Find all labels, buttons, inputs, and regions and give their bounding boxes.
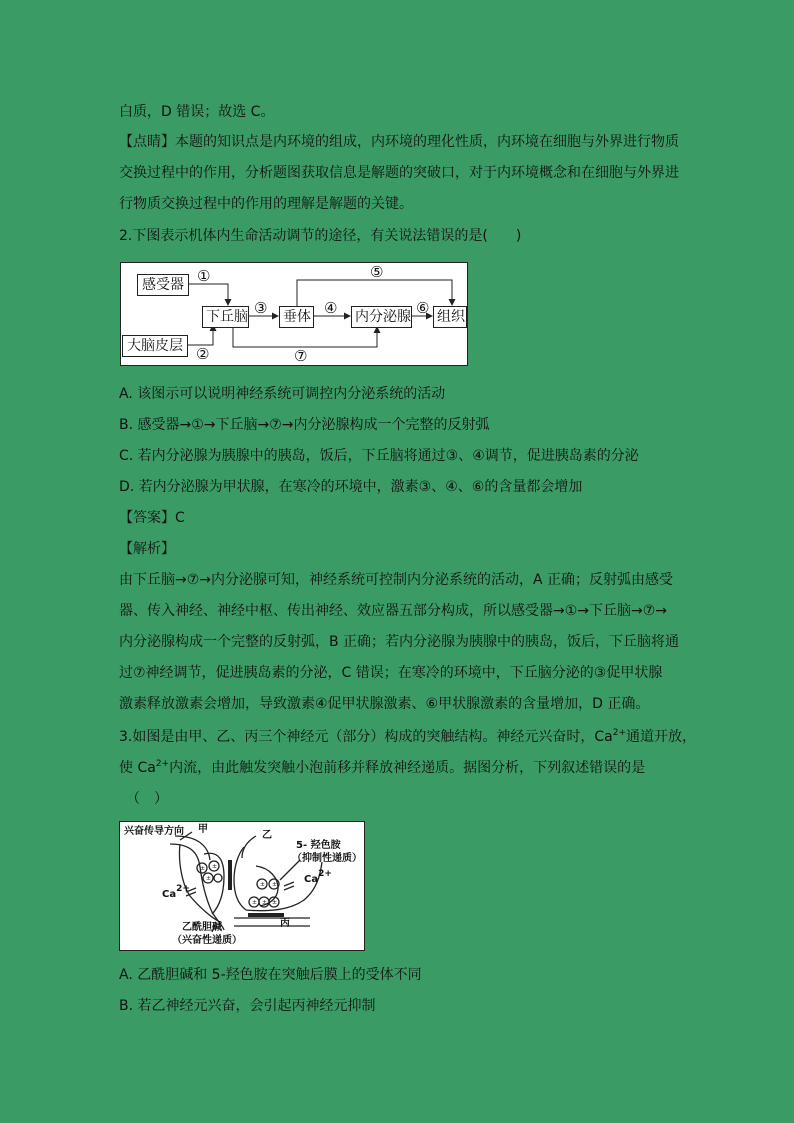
marker-5: ⑤ [370,263,384,281]
vesicle-sign: ± [260,881,266,888]
superscript: 2+ [612,728,626,738]
label-jia: 甲 [198,824,208,835]
superscript: 2+ [155,759,170,769]
question-2: 2.下图表示机体内生命活动调节的途径，有关说法错误的是( ) [119,228,522,244]
label-ach-note: （兴奋性递质） [172,935,242,946]
q2-option-b: B. 感受器→①→下丘脑→⑦→内分泌腺构成一个完整的反射弧 [119,417,490,433]
q3-text: 通道开放， [626,729,696,745]
label-ca-left [162,884,190,901]
node-endocrine-gland: 内分泌腺 [351,306,412,328]
label-serotonin: 5- 羟色胺 [296,840,341,851]
ca-text: Ca [162,889,177,900]
marker-6: ⑥ [416,299,430,317]
node-hypothalamus: 下丘脑 [202,306,249,328]
analysis-line: 激素释放激素会增加，导致激素④促甲状腺激素、⑥甲状腺激素的含量增加，D 正确。 [119,696,650,712]
vesicle-sign: ± [262,899,268,906]
superscript: 2+ [318,869,332,879]
label-serotonin-note: （抑制性递质） [292,853,362,864]
node-pituitary: 垂体 [279,306,314,328]
node-tissue: 组织 [433,306,467,328]
q2-option-a: A. 该图示可以说明神经系统可调控内分泌系统的活动 [119,386,446,402]
label-bing: 丙 [280,918,290,929]
marker-2: ② [196,345,210,363]
vesicle-sign: ± [272,899,278,906]
label-ach: 乙酰胆碱 [182,922,222,933]
q3-text: 内流，由此触发突触小泡前移并释放神经递质。据图分析，下列叙述错误的是 [169,760,646,776]
ca-text: Ca [304,874,319,885]
marker-4: ④ [324,299,338,317]
analysis-line: 由下丘脑→⑦→内分泌腺可知，神经系统可控制内分泌系统的活动，A 正确；反射弧由感受 [119,572,674,588]
analysis-line: 过⑦神经调节，促进胰岛素的分泌，C 错误；在寒冷的环境中，下丘脑分泌的③促甲状腺 [119,665,663,681]
text-line: 白质，D 错误；故选 C。 [119,104,275,120]
text-line: 行物质交换过程中的作用的理解是解题的关键。 [119,196,413,212]
vesicle-sign: ± [200,865,206,872]
analysis-line: 内分泌腺构成一个完整的反射弧，B 正确；若内分泌腺为胰腺中的胰岛，饭后，下丘脑将通 [119,634,680,650]
vesicle-sign: ± [212,863,218,870]
question-3-line [119,758,645,778]
answer: 【答案】C [119,510,185,526]
marker-7: ⑦ [294,347,308,365]
q3-text: 使 Ca [119,760,156,776]
marker-3: ③ [254,299,268,317]
question-3-blank: （ ） [126,791,168,807]
node-cerebral-cortex: 大脑皮层 [122,335,188,357]
text-line: 交换过程中的作用，分析题图获取信息是解题的突破口，对于内环境概念和在细胞与外界进 [119,165,679,181]
q3-option-a: A. 乙酰胆碱和 5-羟色胺在突触后膜上的受体不同 [119,967,422,983]
question-3-line [119,727,696,747]
q2-option-c: C. 若内分泌腺为胰腺中的胰岛，饭后，下丘脑将通过③、④调节，促进胰岛素的分泌 [119,448,639,464]
label-yi: 乙 [262,830,272,841]
superscript: 2+ [176,884,190,894]
q3-text: 3.如图是由甲、乙、丙三个神经元（部分）构成的突触结构。神经元兴奋时，Ca [119,729,613,745]
node-receptor: 感受器 [137,274,189,296]
vesicle-sign: ± [206,875,212,882]
regulation-pathway-diagram [120,262,468,366]
marker-1: ① [197,267,211,285]
vesicle-sign: ± [272,881,278,888]
synapse-diagram [119,821,365,951]
vesicle-sign: ± [252,899,258,906]
label-direction: 兴奋传导方向 [124,826,184,837]
q3-option-b: B. 若乙神经元兴奋，会引起丙神经元抑制 [119,998,376,1014]
label-ca-right [304,869,332,886]
analysis-line: 器、传入神经、神经中枢、传出神经、效应器五部分构成，所以感受器→①→下丘脑→⑦→ [119,603,668,619]
q2-option-d: D. 若内分泌腺为甲状腺，在寒冷的环境中，激素③、④、⑥的含量都会增加 [119,479,583,495]
analysis-title: 【解析】 [119,541,175,557]
text-line: 【点睛】本题的知识点是内环境的组成，内环境的理化性质，内环境在细胞与外界进行物质 [119,134,679,150]
